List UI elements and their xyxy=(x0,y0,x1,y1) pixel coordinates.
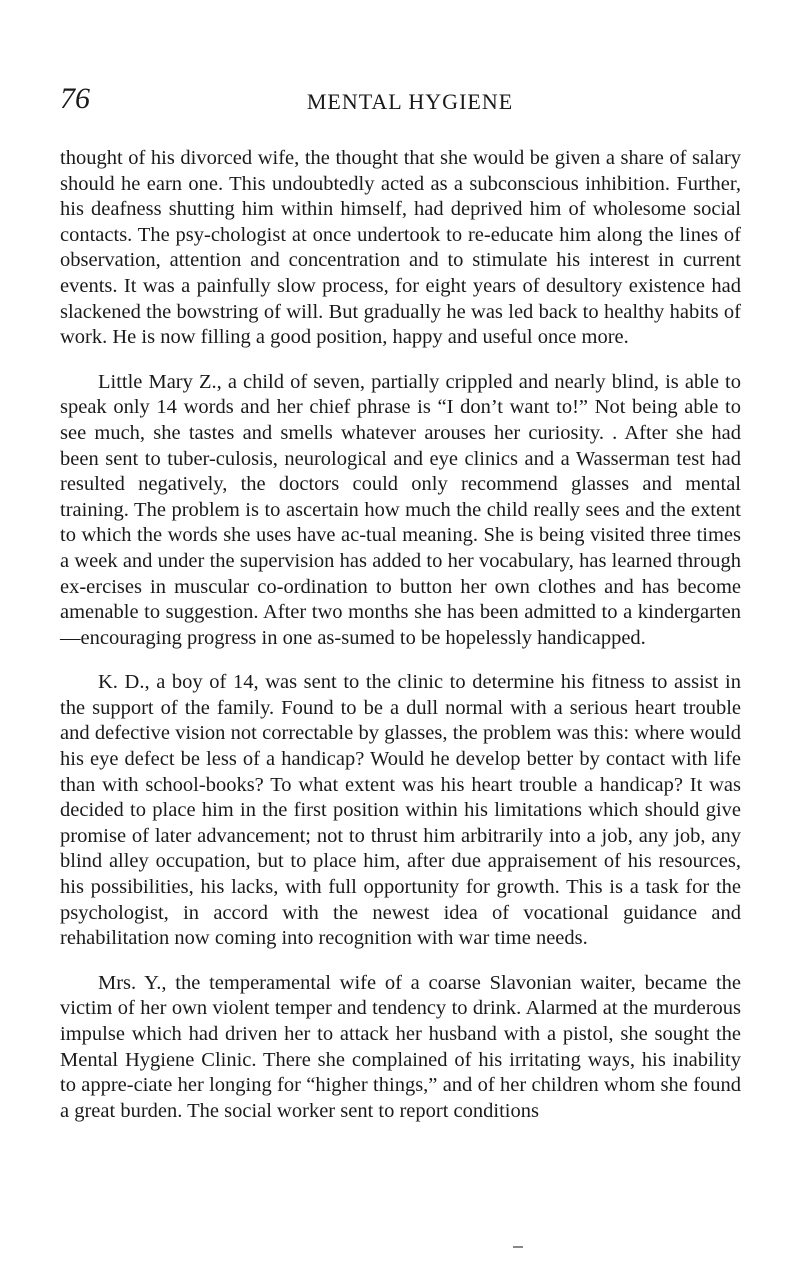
paragraph-continued: thought of his divorced wife, the thought that she would be given a share of salary should he earn one. This undoubtedly acted as a subconscious inhibition. Further, his deafness shutting him within himself, had deprived him of wholesome social contacts. The psy-chologist at once undertook to re-educate him along the lines of observation, attention and concentration and to stimulate his interest in current events. It was a painfully slow process, for eight years of desultory existence had slackened the bowstring of will. But gradually he was led back to healthy habits of work. He is now filling a good position, happy and useful once more. xyxy=(60,147,741,349)
paragraph-mrs-y: Mrs. Y., the temperamental wife of a coarse Slavonian waiter, became the victim of her own violent temper and tendency to drink. Alarmed at the murderous impulse which had driven her to attack her husband with a pistol, she sought the Mental Hygiene Clinic. There she complained of his irritating ways, his inability to appre-ciate her longing for “higher things,” and of her children whom she found a great burden. The social worker sent to report conditions xyxy=(60,971,741,1122)
page-number: 76 xyxy=(60,82,90,115)
running-head xyxy=(60,84,760,124)
running-title: MENTAL HYGIENE xyxy=(306,89,514,114)
body-text xyxy=(60,146,741,1143)
paragraph-mary-z: Little Mary Z., a child of seven, partially crippled and nearly blind, is able to speak only 14 words and her chief phrase is “I don’t want to!” Not being able to see much, she tastes and smells whatever arouses her curiosity. . After she had been sent to tuber-culosis, neurological and eye clinics and a Wasserman test had resulted negatively, the doctors could only recommend glasses and mental training. The problem is to ascertain how much the child really sees and the extent to which the words she uses have ac-tual meaning. She is being visited three times a week and under the supervision has added to her vocabulary, has learned through ex-ercises in muscular co-ordination to button her own clothes and has become amenable to suggestion. After two months she has been admitted to a kindergarten—encouraging progress in one as-sumed to be hopelessly handicapped. xyxy=(60,370,741,649)
print-mark xyxy=(513,1246,523,1248)
paragraph-k-d: K. D., a boy of 14, was sent to the clinic to determine his fitness to assist in the support of the family. Found to be a dull normal with a serious heart trouble and defective vision not correctable by glasses, the problem was this: where would his eye defect be less of a handicap? Would he develop better by contact with life than with school-books? To what extent was his heart trouble a handicap? It was decided to place him in the first position within his limitations which should give promise of later advancement; not to thrust him arbitrarily into a job, any job, any blind alley occupation, but to place him, after due appraisement of his resources, his possibilities, his lacks, with full opportunity for growth. This is a task for the psychologist, in accord with the newest idea of vocational guidance and rehabilitation now coming into recognition with war time needs. xyxy=(60,671,741,950)
